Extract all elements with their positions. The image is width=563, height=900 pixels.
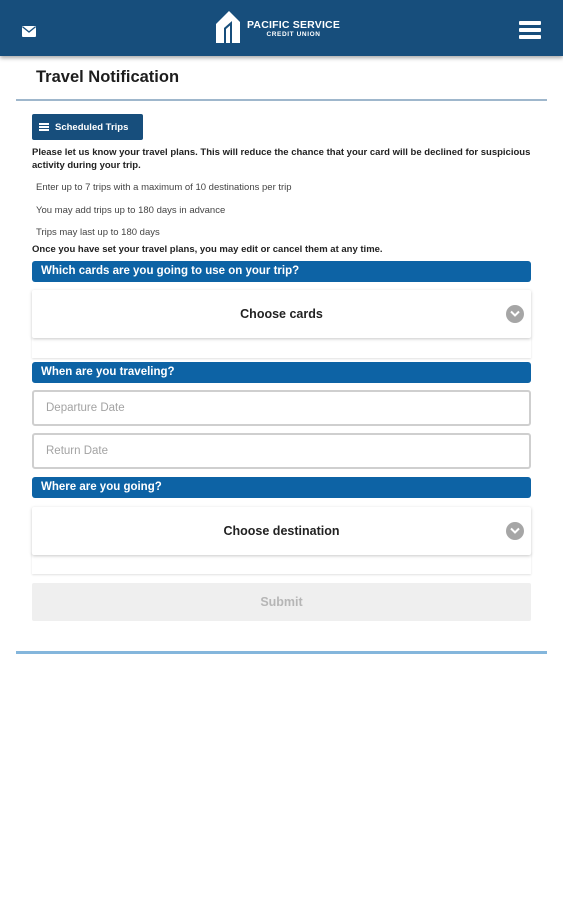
return-date-input[interactable]: [32, 433, 531, 469]
choose-destination-label: Choose destination: [223, 524, 340, 538]
scheduled-trips-label: Scheduled Trips: [55, 121, 129, 133]
brand-name-line2: CREDIT UNION: [266, 31, 321, 38]
submit-button[interactable]: Submit: [32, 583, 531, 621]
intro-text: Please let us know your travel plans. This will reduce the chance that your card will be declined for suspicious activity during your trip.: [32, 147, 531, 171]
info-line: You may add trips up to 180 days in advance: [36, 205, 226, 216]
info-line: Enter up to 7 trips with a maximum of 10 destinations per trip: [36, 182, 292, 193]
brand-name-line1: PACIFIC SERVICE: [247, 18, 341, 31]
card-select-footer: [32, 336, 531, 358]
title-divider: [16, 99, 547, 101]
brand-logo[interactable]: [215, 12, 340, 46]
destination-section-heading: Where are you going?: [32, 477, 531, 498]
choose-cards-select[interactable]: [32, 290, 531, 338]
departure-date-input[interactable]: [32, 390, 531, 426]
chevron-down-icon: [506, 305, 524, 323]
edit-note: Once you have set your travel plans, you may edit or cancel them at any time.: [32, 244, 383, 255]
hamburger-menu-icon[interactable]: [519, 21, 541, 39]
bottom-divider: [16, 651, 547, 654]
house-logo-icon: [215, 10, 241, 49]
mail-icon[interactable]: [22, 24, 36, 35]
chevron-down-icon: [506, 522, 524, 540]
choose-cards-label: Choose cards: [240, 307, 323, 321]
scheduled-trips-button[interactable]: [32, 114, 143, 140]
list-icon: [39, 123, 49, 131]
page-title: Travel Notification: [36, 68, 180, 86]
info-line: Trips may last up to 180 days: [36, 227, 160, 238]
dates-section-heading: When are you traveling?: [32, 362, 531, 383]
destination-select-footer: [32, 552, 531, 574]
choose-destination-select[interactable]: [32, 507, 531, 555]
app-header: [0, 0, 563, 56]
cards-section-heading: Which cards are you going to use on your trip?: [32, 261, 531, 282]
brand-name: [247, 20, 340, 39]
